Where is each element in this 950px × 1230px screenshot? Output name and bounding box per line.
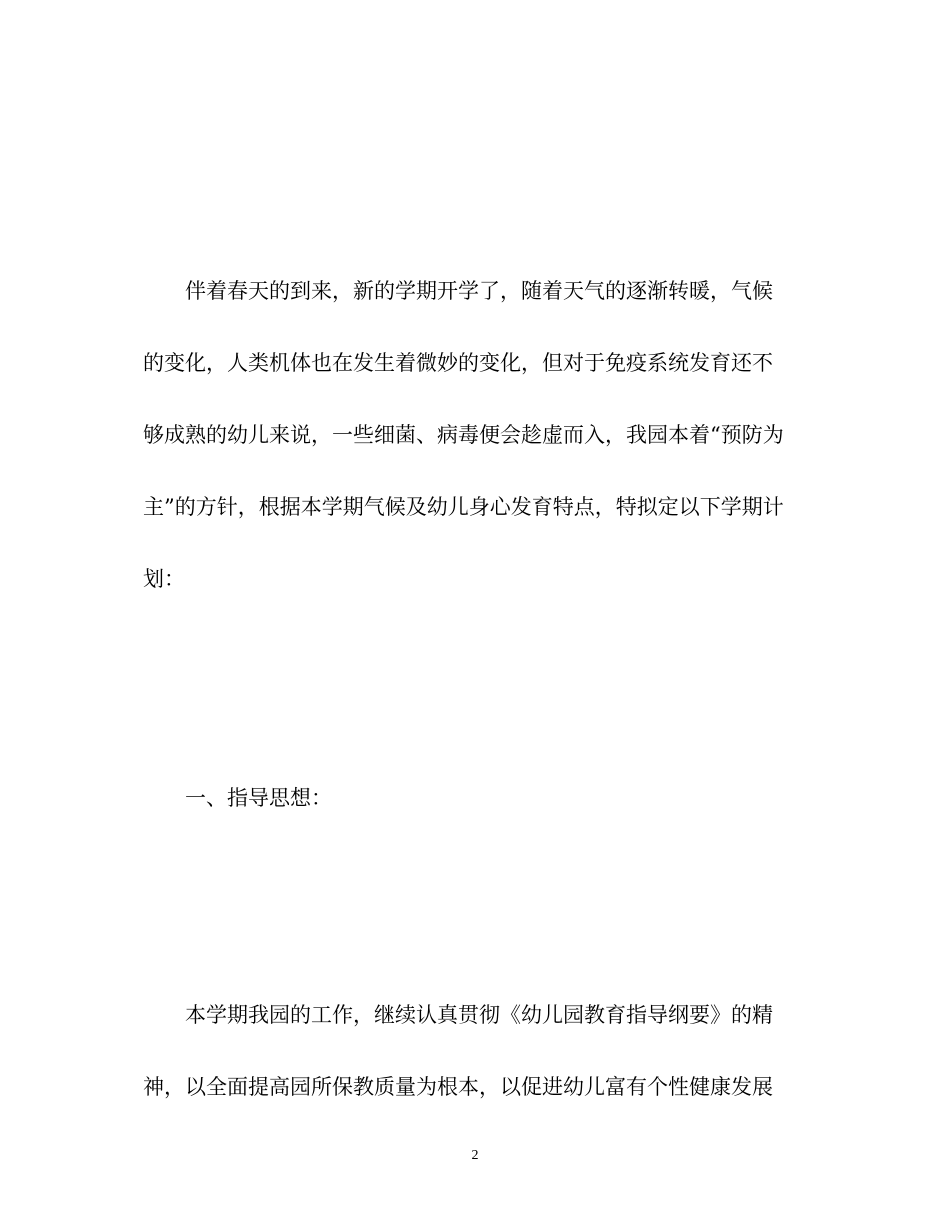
- paragraph-line: 够成熟的幼儿来说，一些细菌、病毒便会趁虚而入，我园本着“预防为: [143, 423, 784, 447]
- paragraph-line: 伴着春天的到来，新的学期开学了，随着天气的逐渐转暖，气候: [185, 279, 773, 303]
- heading-line: 一、指导思想：: [185, 786, 332, 810]
- paragraph-guiding-thought: [143, 979, 807, 1123]
- paragraph-line: 神，以全面提高园所保教质量为根本，以促进幼儿富有个性健康发展: [143, 1075, 773, 1099]
- paragraph-line: 的变化，人类机体也在发生着微妙的变化，但对于免疫系统发育还不: [143, 351, 773, 375]
- paragraph-intro: [143, 255, 807, 615]
- paragraph-line: 主”的方针，根据本学期气候及幼儿身心发育特点，特拟定以下学期计: [143, 495, 784, 519]
- paragraph-line: 划：: [143, 567, 185, 591]
- section-heading: [143, 762, 807, 834]
- page-number: 2: [471, 1148, 479, 1163]
- paragraph-line: 本学期我园的工作，继续认真贯彻《幼儿园教育指导纲要》的精: [185, 1003, 773, 1027]
